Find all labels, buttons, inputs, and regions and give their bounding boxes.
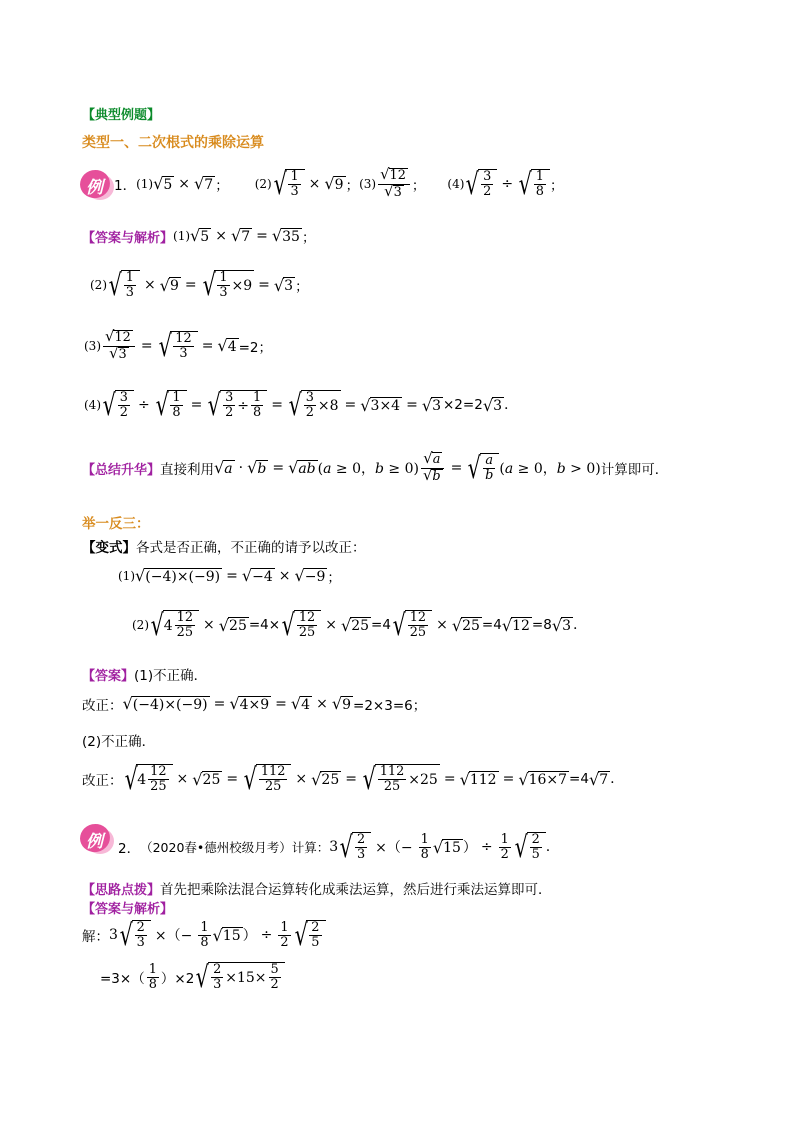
type-heading: 类型一、二次根式的乘除运算 [82, 135, 264, 151]
answer-1-line3: (3) √ 12 √ 3 = √ 12 3 = √ 4 =2； [84, 328, 273, 363]
variant-2: (2) √ 4 12 25 × √ 25 =4× √ 12 25 × √ 25 =4 √ 12 25 × √ 25 =4 √ 12 =8 √ 3 . [132, 607, 578, 642]
summary-tag: 【总结升华】 [82, 462, 161, 478]
example-1-question: 1． (1) √ 5 × √ 7 ； (2) √ 1 3 × √ 9 ； (3) √ 12 √ 3 ； (4) √ 3 2 ÷ √ 1 8 ； [114, 166, 564, 201]
answer-2-tag: 【答案与解析】 [82, 902, 174, 917]
answer-1-line2: (2) √ 1 3 × √ 9 = √ 1 3 ×9 = √ 3 ； [90, 267, 309, 302]
section-tag: 【典型例题】 [82, 108, 161, 123]
answer-tag: 【答案与解析】 [82, 230, 174, 246]
hint-line: 【思路点拨】首先把乘除法混合运算转化成乘法运算，然后进行乘法运算即可． [82, 882, 552, 898]
variant-1: (1) √ (−4)×(−9) = √ −4 × √ −9 ； [118, 566, 341, 586]
example-badge-1: 例 [80, 170, 112, 200]
solution-line-1: 解： 3 √ 2 3 ×（− $\frac{1}{8}$ √ 15 ） ÷ $\frac{1}{2}$ √ 2 5 [82, 920, 326, 950]
answer-variant-2: (2)不正确． [82, 734, 156, 750]
answer-variant-1: 【答案】(1)不正确． [82, 668, 208, 684]
variant-intro: 【变式】各式是否正确，不正确的请予以改正： [82, 540, 366, 556]
solution-line-2: =3×（ 1 8 ）×2 √ 2 3 ×15× 5 2 [100, 962, 285, 992]
variant-heading: 举一反三： [82, 516, 150, 532]
summary-line: 【总结升华】 直接利用 √ a · √ b = √ ab (a ≥ 0，b ≥ 0) √ a √ b = √ a b (a ≥ 0，b > 0) 计算即可． [82, 450, 669, 485]
answer-1-line4: (4) √ 3 2 ÷ √ 1 8 = √ 3 2 ÷ 1 8 = √ 3 2 ×8 = √ 3×4 = √ 3 ×2=2 √ 3 . [84, 387, 509, 422]
fix-1: 改正： √ (−4)×(−9) = √ 4×9 = √ 4 × √ 9 =2×3=6； [82, 694, 427, 714]
fix-2: 改正： √ 4 12 25 × √ 25 = √ 112 25 × √ 25 = √ 112 25 ×25 = √ 112 = √ 16×7 =4 √ 7 . [82, 761, 615, 796]
example-2-question: 2． （2020春•德州校级月考）计算： 3 √ 2 3 ×（− $\frac{1}{8}$ √ 15 ） ÷ $\frac{1}{2}$ √ 2 5 . [118, 829, 551, 864]
example-badge-2: 例 [80, 824, 112, 854]
answer-1-line1: 【答案与解析】 (1) √ 5 × √ 7 = √ 35 ； [82, 226, 316, 246]
